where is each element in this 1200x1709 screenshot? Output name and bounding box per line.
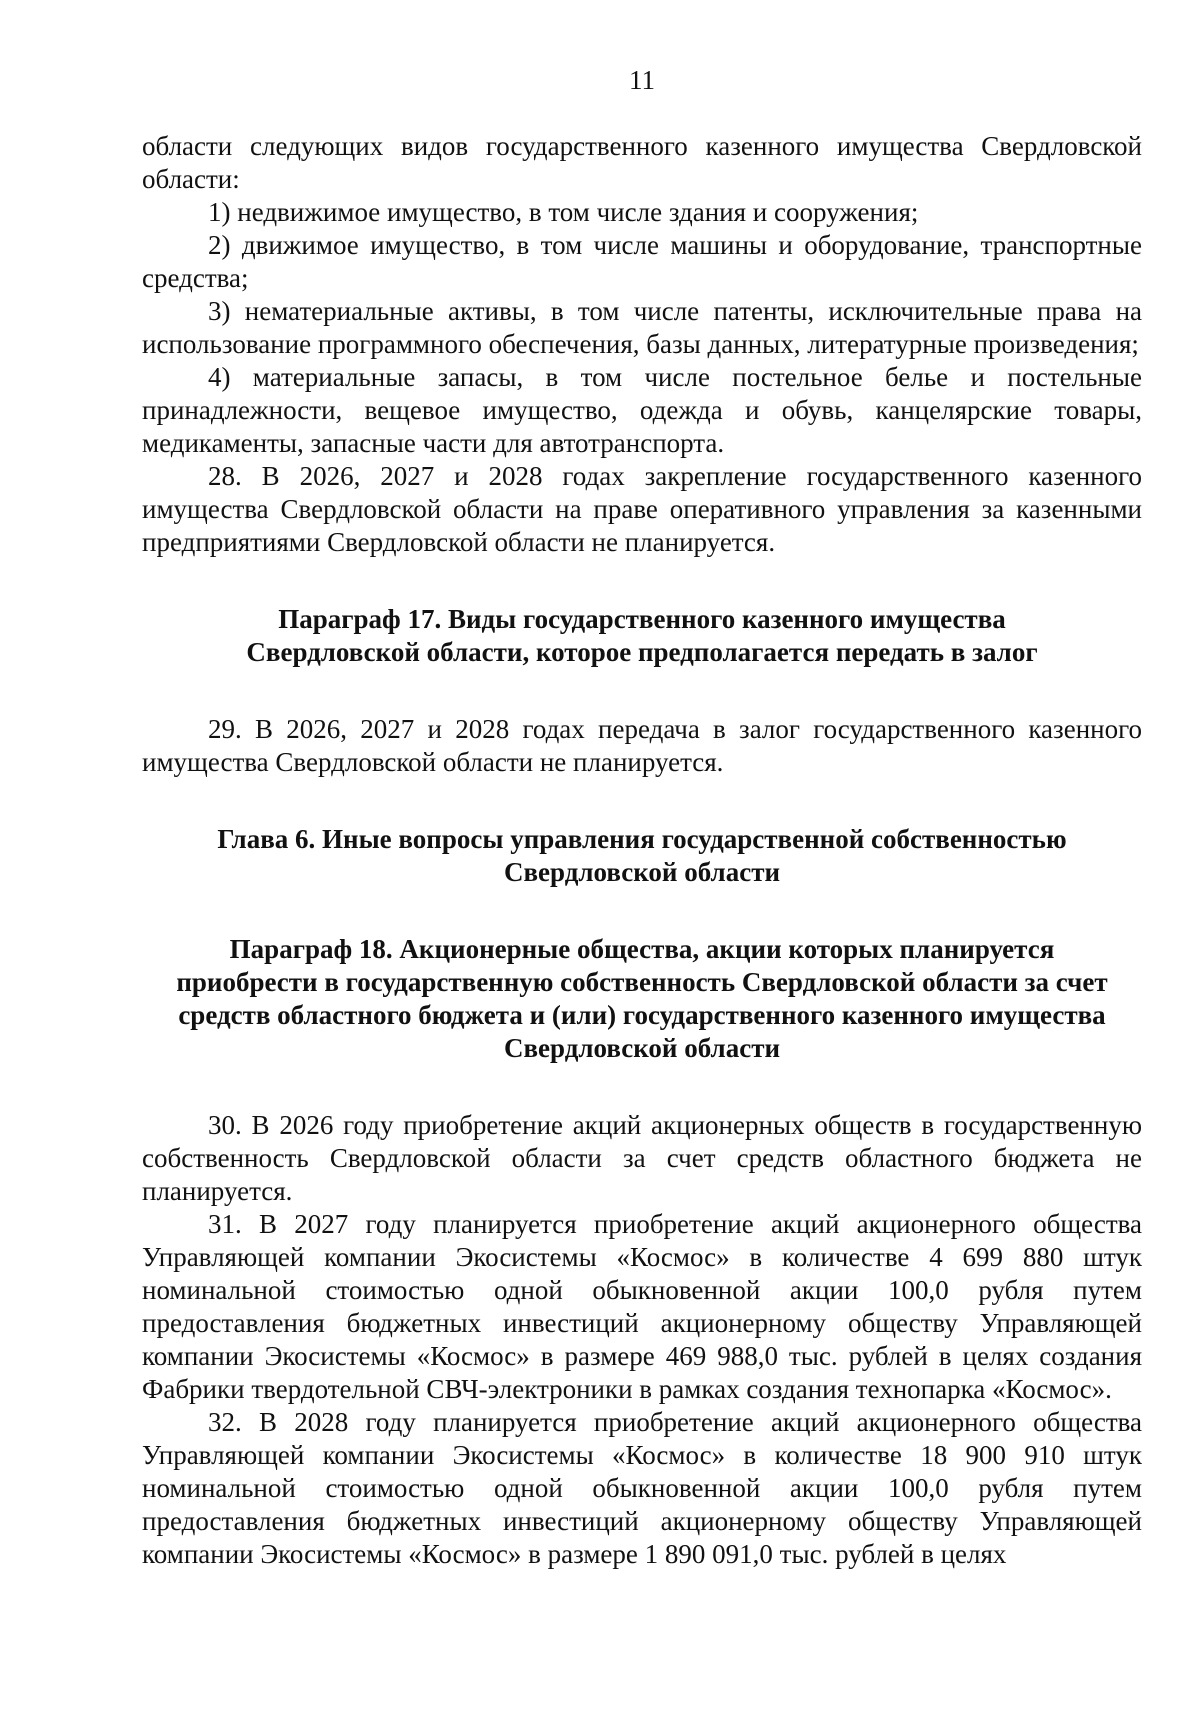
heading-chapter-6 [142, 823, 1142, 889]
heading-paragraph-17-line-2: Свердловской области, которое предполагается передать в залог [246, 637, 1038, 667]
heading-paragraph-18 [142, 933, 1142, 1065]
item-28: 28. В 2026, 2027 и 2028 годах закрепление государственного казенного имущества Свердловской области на праве оперативного управления за казенными предприятиями Свердловской области не планируется. [142, 461, 1142, 557]
item-31: 31. В 2027 году планируется приобретение акций акционерного общества Управляющей компании Экосистемы «Космос» в количестве 4 699 880 штук номинальной стоимостью одной обыкновенной акции 100,0 рубля путем предоставления бюджетных инвестиций акционерному обществу Управляющей компании Экосистемы «Космос» в размере 469 988,0 тыс. рублей в целях создания Фабрики твердотельной СВЧ-электроники в рамках создания технопарка «Космос». [142, 1209, 1142, 1404]
list-item-movable-property: 2) движимое имущество, в том числе машины и оборудование, транспортные средства; [142, 230, 1142, 293]
paragraph-continuation: области следующих видов государственного казенного имущества Свердловской области: [142, 131, 1142, 194]
heading-paragraph-18-line-4: Свердловской области [503, 1033, 781, 1063]
page-number: 11 [629, 65, 655, 95]
heading-paragraph-18-line-3: средств областного бюджета и (или) государственного казенного имущества [178, 1000, 1106, 1030]
item-30: 30. В 2026 году приобретение акций акционерных обществ в государственную собственность Свердловской области за счет средств областного бюджета не планируется. [142, 1110, 1142, 1206]
list-item-material-stock: 4) материальные запасы, в том числе постельное белье и постельные принадлежности, вещевое имущество, одежда и обувь, канцелярские товары, медикаменты, запасные части для автотранспорта. [142, 362, 1142, 458]
item-29: 29. В 2026, 2027 и 2028 годах передача в залог государственного казенного имущества Свердловской области не планируется. [142, 714, 1142, 777]
heading-chapter-6-line-1: Глава 6. Иные вопросы управления государственной собственностью [217, 824, 1067, 854]
heading-chapter-6-line-2: Свердловской области [503, 857, 781, 887]
list-item-real-estate: 1) недвижимое имущество, в том числе здания и сооружения; [208, 197, 919, 227]
heading-paragraph-17-line-1: Параграф 17. Виды государственного казенного имущества [278, 604, 1006, 634]
heading-paragraph-18-line-1: Параграф 18. Акционерные общества, акции которых планируется [229, 934, 1055, 964]
list-item-intangible-assets: 3) нематериальные активы, в том числе патенты, исключительные права на использование программного обеспечения, базы данных, литературные произведения; [142, 296, 1142, 359]
heading-paragraph-18-line-2: приобрести в государственную собственность Свердловской области за счет [176, 967, 1108, 997]
heading-paragraph-17 [142, 603, 1142, 669]
item-32: 32. В 2028 году планируется приобретение акций акционерного общества Управляющей компании Экосистемы «Космос» в количестве 18 900 910 штук номинальной стоимостью одной обыкновенной акции 100,0 рубля путем предоставления бюджетных инвестиций акционерному обществу Управляющей компании Экосистемы «Космос» в размере 1 890 091,0 тыс. рублей в целях [142, 1407, 1142, 1569]
document-page [142, 64, 1142, 1571]
